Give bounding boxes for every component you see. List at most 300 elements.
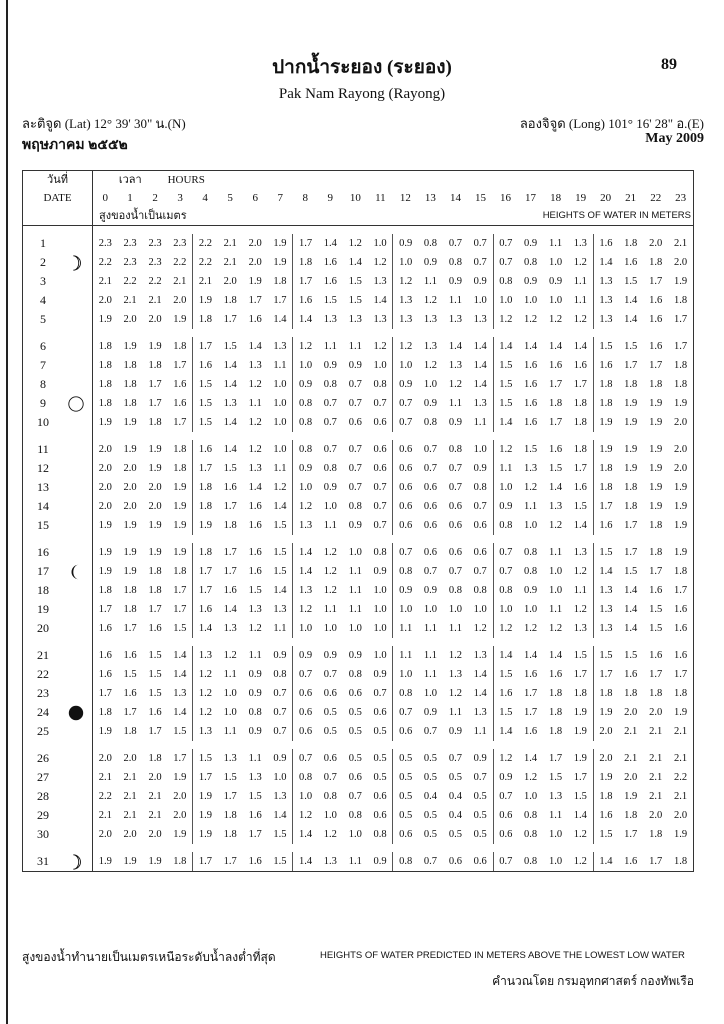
height-cell: 1.2 xyxy=(493,749,518,768)
height-cell: 2.1 xyxy=(148,791,162,802)
height-cell: 0.5 xyxy=(348,726,362,737)
height-cell: 2.1 xyxy=(123,791,137,802)
height-cell: 1.4 xyxy=(549,341,563,352)
height-cell: 1.7 xyxy=(248,295,262,306)
height-cell: 1.2 xyxy=(323,566,337,577)
height-cell: 1.8 xyxy=(624,379,638,390)
time-header-th: เวลา xyxy=(93,171,168,190)
height-cell: 1.3 xyxy=(473,650,487,661)
height-cell: 0.7 xyxy=(348,379,362,390)
height-cell: 1.7 xyxy=(148,398,162,409)
day-cell xyxy=(23,478,93,497)
day-header-en: DATE xyxy=(23,189,93,207)
height-cell: 1.1 xyxy=(348,585,362,596)
height-cell: 1.9 xyxy=(143,852,168,872)
table-row xyxy=(23,497,694,516)
height-cell: 1.4 xyxy=(473,360,487,371)
height-cell: 1.5 xyxy=(593,825,618,844)
height-cell: 1.6 xyxy=(193,356,218,375)
height-cell: 1.0 xyxy=(549,257,563,268)
height-cell: 0.9 xyxy=(293,646,318,665)
header-blank-cell xyxy=(23,207,93,226)
height-cell: 2.0 xyxy=(98,463,112,474)
height-cell: 1.0 xyxy=(393,600,418,619)
height-cell: 1.8 xyxy=(624,501,638,512)
height-cell: 1.6 xyxy=(523,360,538,371)
height-cell: 1.7 xyxy=(173,417,187,428)
day-cell xyxy=(23,665,93,684)
hour-header-6: 6 xyxy=(252,192,258,204)
height-cell: 1.5 xyxy=(348,295,362,306)
height-cell: 1.1 xyxy=(323,604,337,615)
height-cell: 1.5 xyxy=(624,341,638,352)
height-cell: 1.3 xyxy=(373,314,387,325)
height-cell: 1.8 xyxy=(193,543,218,562)
height-cell: 0.6 xyxy=(468,852,493,872)
height-cell: 1.9 xyxy=(93,852,118,872)
day-number: 29 xyxy=(37,808,49,822)
height-cell: 1.7 xyxy=(624,360,638,371)
height-cell: 1.2 xyxy=(523,772,538,783)
group-spacer xyxy=(23,638,694,646)
height-cell: 0.7 xyxy=(348,444,362,455)
group-spacer xyxy=(23,844,694,852)
day-cell xyxy=(23,825,93,844)
height-cell: 0.6 xyxy=(323,688,337,699)
height-cell: 1.4 xyxy=(273,585,287,596)
table-row xyxy=(23,337,694,356)
height-cell: 1.0 xyxy=(423,688,437,699)
table-row xyxy=(23,459,694,478)
height-cell: 0.6 xyxy=(373,707,387,718)
height-cell: 1.2 xyxy=(573,829,587,840)
height-cell: 0.5 xyxy=(348,753,362,764)
height-cell: 2.3 xyxy=(173,238,187,249)
height-cell: 0.7 xyxy=(348,398,362,409)
height-cell: 1.8 xyxy=(668,291,693,310)
height-cell: 1.7 xyxy=(173,585,187,596)
height-cell: 2.1 xyxy=(148,810,162,821)
height-cell: 0.8 xyxy=(293,394,318,413)
height-cell: 0.6 xyxy=(393,722,418,741)
height-cell: 1.9 xyxy=(193,806,218,825)
height-cell: 1.4 xyxy=(223,444,237,455)
day-cell xyxy=(23,562,93,581)
height-cell: 2.1 xyxy=(668,749,693,768)
height-cell: 1.4 xyxy=(473,341,487,352)
height-cell: 1.4 xyxy=(323,238,337,249)
height-cell: 1.4 xyxy=(549,482,563,493)
height-cell: 1.3 xyxy=(593,291,618,310)
group-spacer xyxy=(23,226,694,235)
height-cell: 2.0 xyxy=(649,707,663,718)
height-cell: 1.6 xyxy=(649,585,663,596)
height-cell: 1.9 xyxy=(173,520,187,531)
height-cell: 1.1 xyxy=(448,623,463,634)
height-cell: 1.9 xyxy=(668,272,693,291)
height-cell: 0.5 xyxy=(323,726,337,737)
day-cell xyxy=(23,646,93,665)
height-cell: 2.3 xyxy=(123,257,137,268)
height-cell: 1.6 xyxy=(523,726,538,737)
hour-header-22: 22 xyxy=(650,192,662,204)
day-header-th: วันที่ xyxy=(23,171,93,190)
height-cell: 2.0 xyxy=(98,829,112,840)
height-cell: 2.2 xyxy=(98,791,112,802)
height-cell: 2.0 xyxy=(123,753,137,764)
height-cell: 2.0 xyxy=(593,749,618,768)
height-cell: 2.1 xyxy=(173,276,187,287)
spacer-cell xyxy=(23,638,93,646)
height-cell: 0.9 xyxy=(423,707,437,718)
height-cell: 0.7 xyxy=(493,787,518,806)
height-cell: 0.9 xyxy=(423,585,437,596)
height-cell: 1.8 xyxy=(549,398,563,409)
longitude-label: ลองจิจูด (Long) 101° 16' 28" อ.(E) xyxy=(519,116,704,131)
height-cell: 1.7 xyxy=(649,360,663,371)
height-cell: 1.2 xyxy=(193,703,218,722)
height-cell: 1.7 xyxy=(173,360,187,371)
height-cell: 1.2 xyxy=(573,314,587,325)
height-cell: 1.7 xyxy=(624,520,638,531)
height-cell: 1.6 xyxy=(243,852,268,872)
height-cell: 0.7 xyxy=(448,482,463,493)
height-cell: 1.0 xyxy=(373,650,387,661)
height-cell: 1.8 xyxy=(593,478,618,497)
height-cell: 1.6 xyxy=(493,684,518,703)
spacer-cell xyxy=(23,432,93,440)
height-cell: 1.0 xyxy=(523,295,538,306)
height-cell: 1.7 xyxy=(148,726,162,737)
day-number: 13 xyxy=(37,480,49,494)
height-cell: 2.0 xyxy=(123,482,137,493)
hour-header-12: 12 xyxy=(399,192,411,204)
height-cell: 1.5 xyxy=(624,566,638,577)
hour-header-10: 10 xyxy=(349,192,361,204)
height-cell: 1.7 xyxy=(593,497,618,516)
height-cell: 0.6 xyxy=(448,547,463,558)
height-cell: 1.5 xyxy=(573,501,587,512)
height-cell: 0.8 xyxy=(523,257,538,268)
height-cell: 1.8 xyxy=(98,398,112,409)
height-cell: 0.6 xyxy=(348,688,362,699)
height-cell: 1.6 xyxy=(549,669,563,680)
height-cell: 1.6 xyxy=(123,650,137,661)
height-cell: 1.2 xyxy=(193,684,218,703)
height-cell: 1.5 xyxy=(549,463,563,474)
height-cell: 1.4 xyxy=(173,650,187,661)
day-cell xyxy=(23,310,93,329)
day-number: 10 xyxy=(37,415,49,429)
height-cell: 0.7 xyxy=(473,772,487,783)
height-cell: 0.8 xyxy=(293,413,318,432)
height-cell: 1.0 xyxy=(323,623,337,634)
height-cell: 1.2 xyxy=(549,314,563,325)
header-row-1 xyxy=(23,171,694,190)
height-cell: 0.6 xyxy=(348,772,362,783)
height-cell: 0.4 xyxy=(448,791,463,802)
height-cell: 0.7 xyxy=(473,501,487,512)
height-cell: 1.0 xyxy=(273,379,287,390)
day-cell xyxy=(23,394,93,413)
table-row xyxy=(23,703,694,722)
height-cell: 1.6 xyxy=(549,444,563,455)
height-cell: 1.1 xyxy=(248,650,262,661)
tide-table-body xyxy=(23,171,694,872)
height-cell: 1.8 xyxy=(123,604,137,615)
height-cell: 0.9 xyxy=(448,417,463,428)
height-cell: 0.6 xyxy=(493,806,518,825)
spacer-cell xyxy=(93,638,694,646)
height-cell: 0.6 xyxy=(448,520,463,531)
height-cell: 1.7 xyxy=(549,379,563,390)
height-cell: 1.8 xyxy=(549,707,563,718)
height-cell: 1.3 xyxy=(423,314,437,325)
height-cell: 1.6 xyxy=(148,707,162,718)
table-row xyxy=(23,272,694,291)
full-moon-icon xyxy=(67,395,85,413)
height-cell: 2.1 xyxy=(123,295,137,306)
height-cell: 1.2 xyxy=(248,623,262,634)
height-cell: 1.6 xyxy=(293,291,318,310)
table-row xyxy=(23,478,694,497)
height-cell: 0.7 xyxy=(493,562,518,581)
height-cell: 1.9 xyxy=(148,341,162,352)
height-cell: 0.5 xyxy=(373,726,387,737)
new-moon-icon xyxy=(67,704,85,722)
height-cell: 0.7 xyxy=(293,665,318,684)
height-cell: 1.0 xyxy=(473,444,487,455)
height-cell: 0.5 xyxy=(393,806,418,825)
height-cell: 0.5 xyxy=(423,810,437,821)
height-cell: 1.7 xyxy=(98,604,112,615)
height-cell: 0.8 xyxy=(373,547,387,558)
height-cell: 1.3 xyxy=(448,314,463,325)
height-cell: 1.8 xyxy=(624,482,638,493)
height-cell: 0.9 xyxy=(373,669,387,680)
height-cell: 0.9 xyxy=(248,669,262,680)
height-cell: 0.6 xyxy=(373,417,387,428)
height-cell: 1.0 xyxy=(523,520,538,531)
height-cell: 1.8 xyxy=(624,238,638,249)
spacer-cell xyxy=(93,432,694,440)
height-cell: 1.8 xyxy=(123,360,137,371)
height-cell: 1.4 xyxy=(248,341,262,352)
height-cell: 0.6 xyxy=(293,703,318,722)
height-cell: 1.1 xyxy=(448,295,463,306)
height-cell: 1.0 xyxy=(549,585,563,596)
day-cell xyxy=(23,722,93,741)
height-cell: 1.9 xyxy=(118,852,143,872)
height-cell: 1.3 xyxy=(593,581,618,600)
height-cell: 0.6 xyxy=(393,440,418,459)
day-cell xyxy=(23,253,93,272)
height-cell: 1.9 xyxy=(123,566,137,577)
height-cell: 0.9 xyxy=(293,459,318,478)
height-cell: 1.6 xyxy=(618,852,643,872)
height-cell: 1.7 xyxy=(223,791,237,802)
height-cell: 1.9 xyxy=(98,314,112,325)
height-cell: 1.1 xyxy=(473,417,487,428)
header-row-3 xyxy=(23,207,694,226)
height-cell: 2.1 xyxy=(123,772,137,783)
height-cell: 1.7 xyxy=(173,753,187,764)
height-cell: 1.8 xyxy=(649,257,663,268)
height-cell: 0.8 xyxy=(348,669,362,680)
height-cell: 1.7 xyxy=(668,310,693,329)
height-cell: 1.2 xyxy=(223,650,237,661)
height-cell: 1.7 xyxy=(223,547,237,558)
height-cell: 1.3 xyxy=(473,398,487,409)
table-row xyxy=(23,684,694,703)
height-cell: 0.6 xyxy=(473,520,487,531)
day-number: 2 xyxy=(40,255,46,269)
day-number: 28 xyxy=(37,789,49,803)
height-cell: 1.9 xyxy=(193,516,218,535)
height-cell: 1.1 xyxy=(573,276,587,287)
height-cell: 1.4 xyxy=(573,341,587,352)
height-cell: 1.8 xyxy=(168,852,193,872)
height-cell: 1.0 xyxy=(293,356,318,375)
height-cell: 0.8 xyxy=(293,440,318,459)
height-cell: 1.8 xyxy=(223,829,237,840)
height-cell: 1.6 xyxy=(593,516,618,535)
height-cell: 1.9 xyxy=(123,417,137,428)
height-cell: 1.8 xyxy=(549,688,563,699)
height-cell: 2.0 xyxy=(173,791,187,802)
hour-header-11: 11 xyxy=(375,192,386,204)
height-cell: 2.1 xyxy=(98,810,112,821)
height-cell: 0.6 xyxy=(373,444,387,455)
height-cell: 2.0 xyxy=(98,501,112,512)
hours-row xyxy=(23,189,694,207)
height-cell: 1.1 xyxy=(273,463,287,474)
day-number: 5 xyxy=(40,312,46,326)
height-cell: 1.4 xyxy=(293,562,318,581)
height-cell: 1.1 xyxy=(473,726,487,737)
height-cell: 1.8 xyxy=(98,707,112,718)
footer-note-english: HEIGHTS OF WATER PREDICTED IN METERS ABOVE THE LOWEST LOW WATER xyxy=(320,950,685,961)
height-cell: 1.0 xyxy=(348,829,362,840)
table-row xyxy=(23,516,694,535)
height-cell: 1.0 xyxy=(493,600,518,619)
height-cell: 1.7 xyxy=(523,688,538,699)
height-cell: 1.6 xyxy=(523,379,538,390)
height-cell: 2.0 xyxy=(148,501,162,512)
height-cell: 1.1 xyxy=(348,566,362,577)
height-cell: 2.0 xyxy=(123,463,137,474)
height-cell: 0.9 xyxy=(523,585,538,596)
height-cell: 0.5 xyxy=(448,772,463,783)
height-cell: 1.6 xyxy=(523,417,538,428)
height-cell: 0.5 xyxy=(473,791,487,802)
height-cell: 1.3 xyxy=(473,314,487,325)
height-cell: 1.9 xyxy=(98,547,112,558)
height-cell: 0.6 xyxy=(423,482,437,493)
spacer-cell xyxy=(93,535,694,543)
height-cell: 2.1 xyxy=(98,772,112,783)
height-cell: 0.7 xyxy=(323,398,337,409)
height-cell: 1.2 xyxy=(573,257,587,268)
height-cell: 1.3 xyxy=(223,398,237,409)
height-cell: 1.2 xyxy=(523,623,538,634)
height-cell: 1.0 xyxy=(373,604,387,615)
height-cell: 0.7 xyxy=(393,543,418,562)
height-cell: 1.9 xyxy=(649,444,663,455)
height-cell: 1.6 xyxy=(649,314,663,325)
height-cell: 1.9 xyxy=(173,772,187,783)
height-cell: 1.9 xyxy=(649,463,663,474)
height-cell: 0.9 xyxy=(273,753,287,764)
height-cell: 1.4 xyxy=(549,650,563,661)
day-cell xyxy=(23,787,93,806)
page-number: 89 xyxy=(661,56,677,73)
height-cell: 1.3 xyxy=(173,688,187,699)
height-cell: 1.7 xyxy=(223,566,237,577)
height-cell: 1.6 xyxy=(523,669,538,680)
day-number: 3 xyxy=(40,274,46,288)
height-cell: 2.0 xyxy=(668,459,693,478)
height-cell: 2.0 xyxy=(123,501,137,512)
height-cell: 0.5 xyxy=(373,772,387,783)
height-cell: 1.3 xyxy=(593,272,618,291)
height-cell: 1.1 xyxy=(423,276,437,287)
height-cell: 0.9 xyxy=(248,688,262,699)
height-cell: 0.6 xyxy=(393,497,418,516)
height-cell: 1.0 xyxy=(493,291,518,310)
day-cell xyxy=(23,413,93,432)
height-cell: 1.8 xyxy=(148,417,162,428)
height-cell: 2.1 xyxy=(649,791,663,802)
day-cell xyxy=(23,459,93,478)
height-cell: 1.7 xyxy=(573,669,587,680)
height-cell: 1.2 xyxy=(248,379,262,390)
height-cell: 1.7 xyxy=(293,272,318,291)
height-cell: 1.2 xyxy=(549,623,563,634)
height-cell: 0.5 xyxy=(423,772,437,783)
height-cell: 1.8 xyxy=(223,520,237,531)
height-cell: 1.3 xyxy=(318,852,343,872)
height-cell: 1.0 xyxy=(393,253,418,272)
height-cell: 1.5 xyxy=(193,375,218,394)
height-cell: 1.3 xyxy=(273,791,287,802)
height-cell: 1.2 xyxy=(293,600,318,619)
height-cell: 1.9 xyxy=(649,417,663,428)
height-cell: 1.5 xyxy=(193,394,218,413)
height-cell: 1.6 xyxy=(549,360,563,371)
height-cell: 1.2 xyxy=(573,566,587,577)
height-cell: 1.7 xyxy=(649,276,663,287)
height-cell: 2.0 xyxy=(624,772,638,783)
day-number: 9 xyxy=(40,396,46,410)
height-cell: 0.6 xyxy=(493,825,518,844)
height-cell: 1.0 xyxy=(473,295,487,306)
hour-header-15: 15 xyxy=(474,192,486,204)
height-cell: 0.7 xyxy=(423,566,437,577)
table-row xyxy=(23,806,694,825)
height-cell: 1.4 xyxy=(273,810,287,821)
hour-header-2: 2 xyxy=(152,192,158,204)
height-cell: 1.8 xyxy=(593,394,618,413)
height-cell: 1.8 xyxy=(593,375,618,394)
height-cell: 1.8 xyxy=(123,585,137,596)
height-cell: 2.0 xyxy=(98,753,112,764)
height-cell: 0.8 xyxy=(393,562,418,581)
height-cell: 1.6 xyxy=(668,619,693,638)
height-cell: 1.9 xyxy=(624,444,638,455)
day-number: 6 xyxy=(40,339,46,353)
height-cell: 0.7 xyxy=(348,463,362,474)
